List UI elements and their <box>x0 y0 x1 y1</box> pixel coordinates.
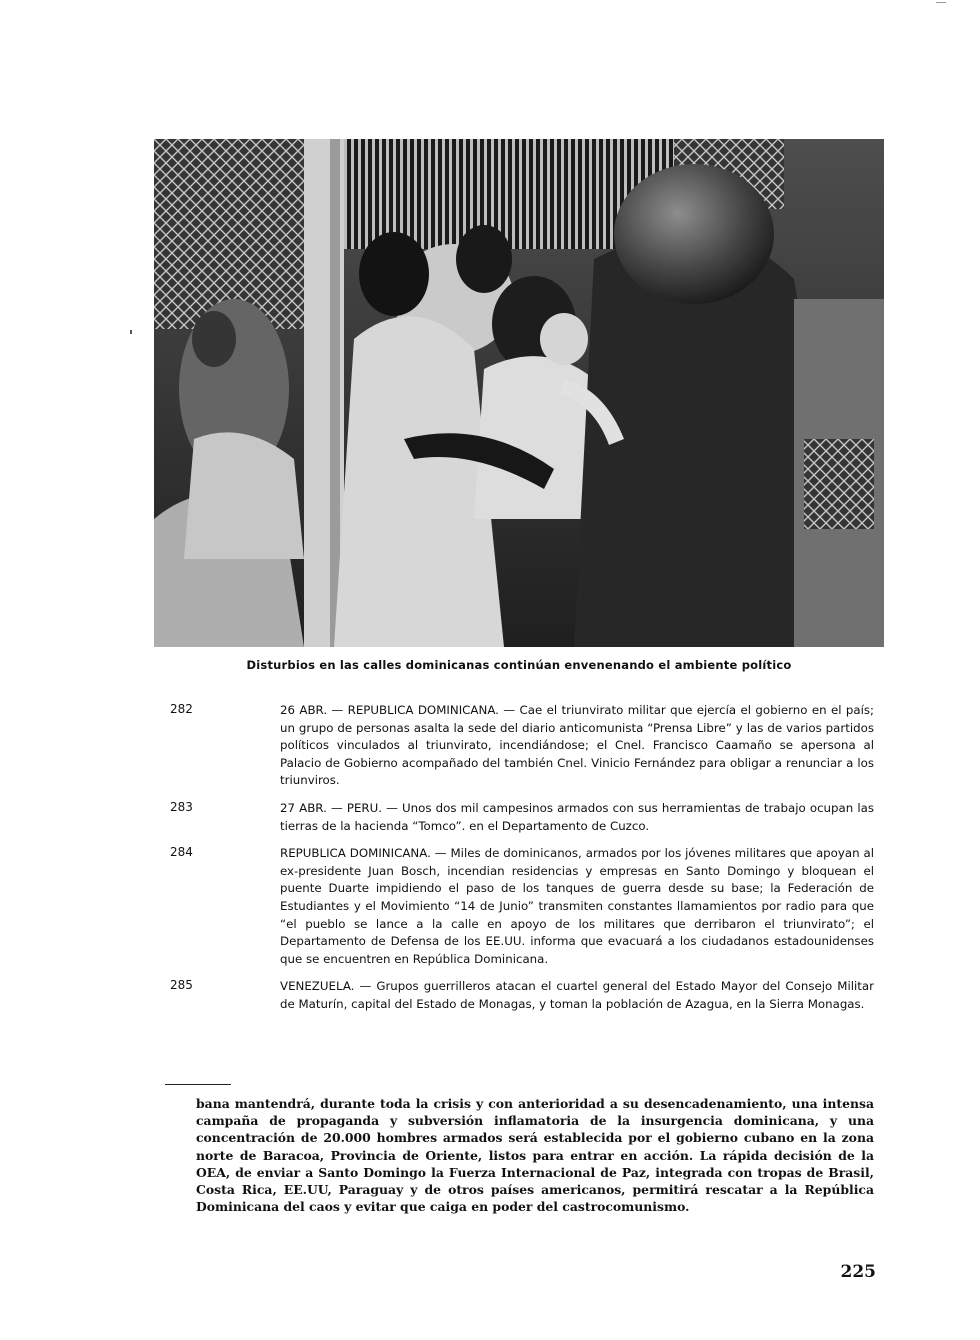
crowd-photo-illustration <box>154 139 884 647</box>
chronology-entry <box>0 702 980 790</box>
entry-text: VENEZUELA. — Grupos guerrilleros atacan el cuartel general del Estado Mayor del Consejo Militar de Maturín, capital del Estado de Monagas, y toman la población de Azagua, en la Sierra Monagas. <box>280 979 874 1011</box>
footnote-text: bana mantendrá, durante toda la crisis y con anterioridad a su desencadenamiento, una intensa campaña de propaganda y subversión inflamatoria de la insurgencia dominicana, y una concentración de 20.000 hombres armados será establecida por el gobierno cubano en la zona norte de Baracoa, Provincia de Oriente, listos para entrar en acción. La rápida decisión de la OEA, de enviar a Santo Domingo la Fuerza Internacional de Paz, integrada con tropas de Brasil, Costa Rica, EE.UU, Paraguay y de otros países americanos, permitirá rescatar a la República Dominicana del caos y evitar que caiga en poder del castrocomunismo. <box>196 1096 874 1215</box>
page-number: 225 <box>840 1262 876 1282</box>
scan-mark <box>936 2 946 3</box>
entry-number: 282 <box>170 702 193 716</box>
entry-number: 284 <box>170 845 193 860</box>
chronology-entry <box>0 800 980 835</box>
news-photo <box>154 139 884 647</box>
chronology-entry <box>0 845 980 968</box>
entry-number: 283 <box>170 799 193 814</box>
entry-text: 26 ABR. — REPUBLICA DOMINICANA. — Cae el triunvirato militar que ejercía el gobierno en el país; un grupo de personas asalta la sede del diario anticomunista “Prensa Libre” y las de varios partidos políticos vinculados al triunvirato, incendiándose; el Cnel. Francisco Caamaño se apersona al Palacio de Gobierno acompañado del también Cnel. Vinicio Fernández para obligar a renunciar a los triunviros. <box>280 703 874 788</box>
chronology-entries <box>0 702 980 1024</box>
scan-mark <box>130 330 132 334</box>
photo-caption: Disturbios en las calles dominicanas continúan envenenando el ambiente político <box>246 658 792 672</box>
entry-text: 27 ABR. — PERU. — Unos dos mil campesinos armados con sus herramientas de trabajo ocupan las tierras de la hacienda “Tomco”. en el Departamento de Cuzco. <box>280 800 874 833</box>
footnote-divider <box>165 1084 231 1085</box>
chronology-entry <box>0 978 980 1013</box>
entry-number: 285 <box>170 978 193 993</box>
entry-text: REPUBLICA DOMINICANA. — Miles de dominicanos, armados por los jóvenes militares que apoyan al ex-presidente Juan Bosch, incendian residencias y empresas en Santo Domingo y bloquean el puente Duarte impidiendo el paso de los tanques de guerra desde su base; la Federación de Estudiantes y el Movimiento “14 de Junio” transmiten constantes llamamientos por radio para que “el pueblo se lance a la calle en apoyo de los militares que derribaron el triunvirato”; el Departamento de Defensa de los EE.UU. informa que evacuará a los ciudadanos estadounidenses que se encuentren en República Dominicana. <box>280 846 874 966</box>
